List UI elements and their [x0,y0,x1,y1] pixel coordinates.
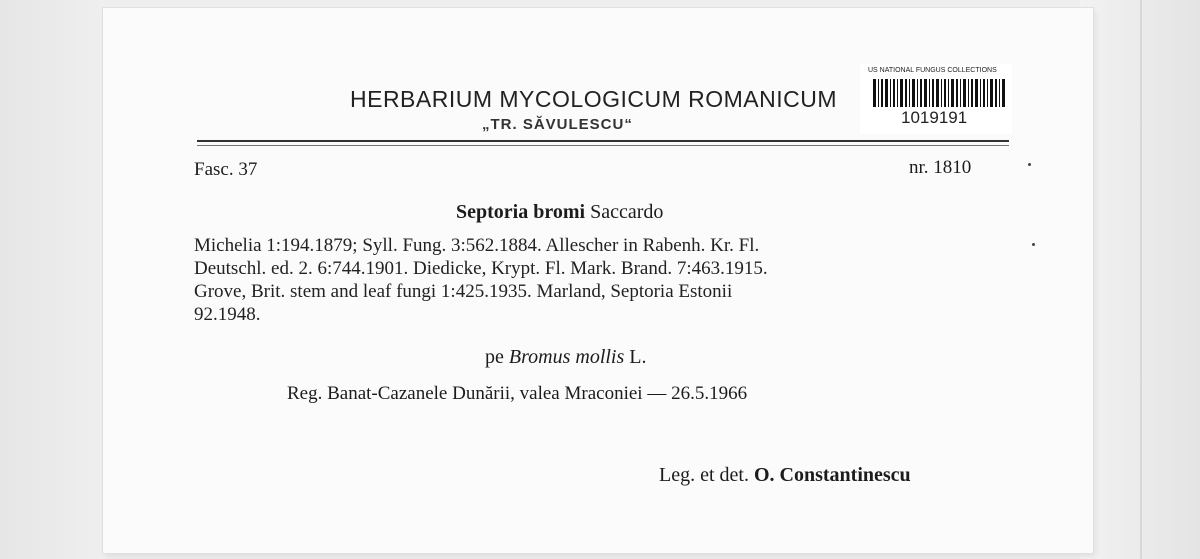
barcode-icon [873,79,1007,107]
backdrop-right [1080,0,1200,559]
literature-references [194,234,1006,326]
host-line [485,346,647,369]
species-name: Septoria bromi [456,201,586,223]
locality-date: Reg. Banat-Cazanele Dunării, valea Mraconiei — 26.5.1966 [287,383,748,404]
barcode-institution: US NATIONAL FUNGUS COLLECTIONS [868,67,997,74]
host-authority: L. [629,346,647,368]
specimen-number: nr. 1810 [909,157,972,178]
herbarium-subtitle: „TR. SĂVULESCU“ [482,116,633,133]
collector-prefix: Leg. et det. [659,464,749,486]
collector-line [659,464,911,487]
backdrop-left [0,0,105,559]
reference-line: Deutschl. ed. 2. 6:744.1901. Diedicke, Krypt. Fl. Mark. Brand. 7:463.1915. [194,258,768,279]
fascicle-number: Fasc. 37 [194,159,258,180]
host-prefix: pe [485,346,504,368]
header-rule [197,140,1009,142]
paper-speck [1032,243,1035,246]
host-name: Bromus mollis [508,346,625,368]
reference-line: Grove, Brit. stem and leaf fungi 1:425.1935. Marland, Septoria Estonii [194,281,733,302]
species-authority: Saccardo [590,201,664,223]
reference-line: Michelia 1:194.1879; Syll. Fung. 3:562.1884. Allescher in Rabenh. Kr. Fl. [194,235,760,256]
herbarium-title: HERBARIUM MYCOLOGICUM ROMANICUM [350,86,838,112]
paper-speck [1028,163,1031,166]
header-rule-thin [197,145,1009,146]
collector-name: O. Constantinescu [753,464,911,486]
barcode-number: 1019191 [901,108,968,127]
reference-line: 92.1948. [194,304,261,325]
species-name-line [456,201,663,224]
